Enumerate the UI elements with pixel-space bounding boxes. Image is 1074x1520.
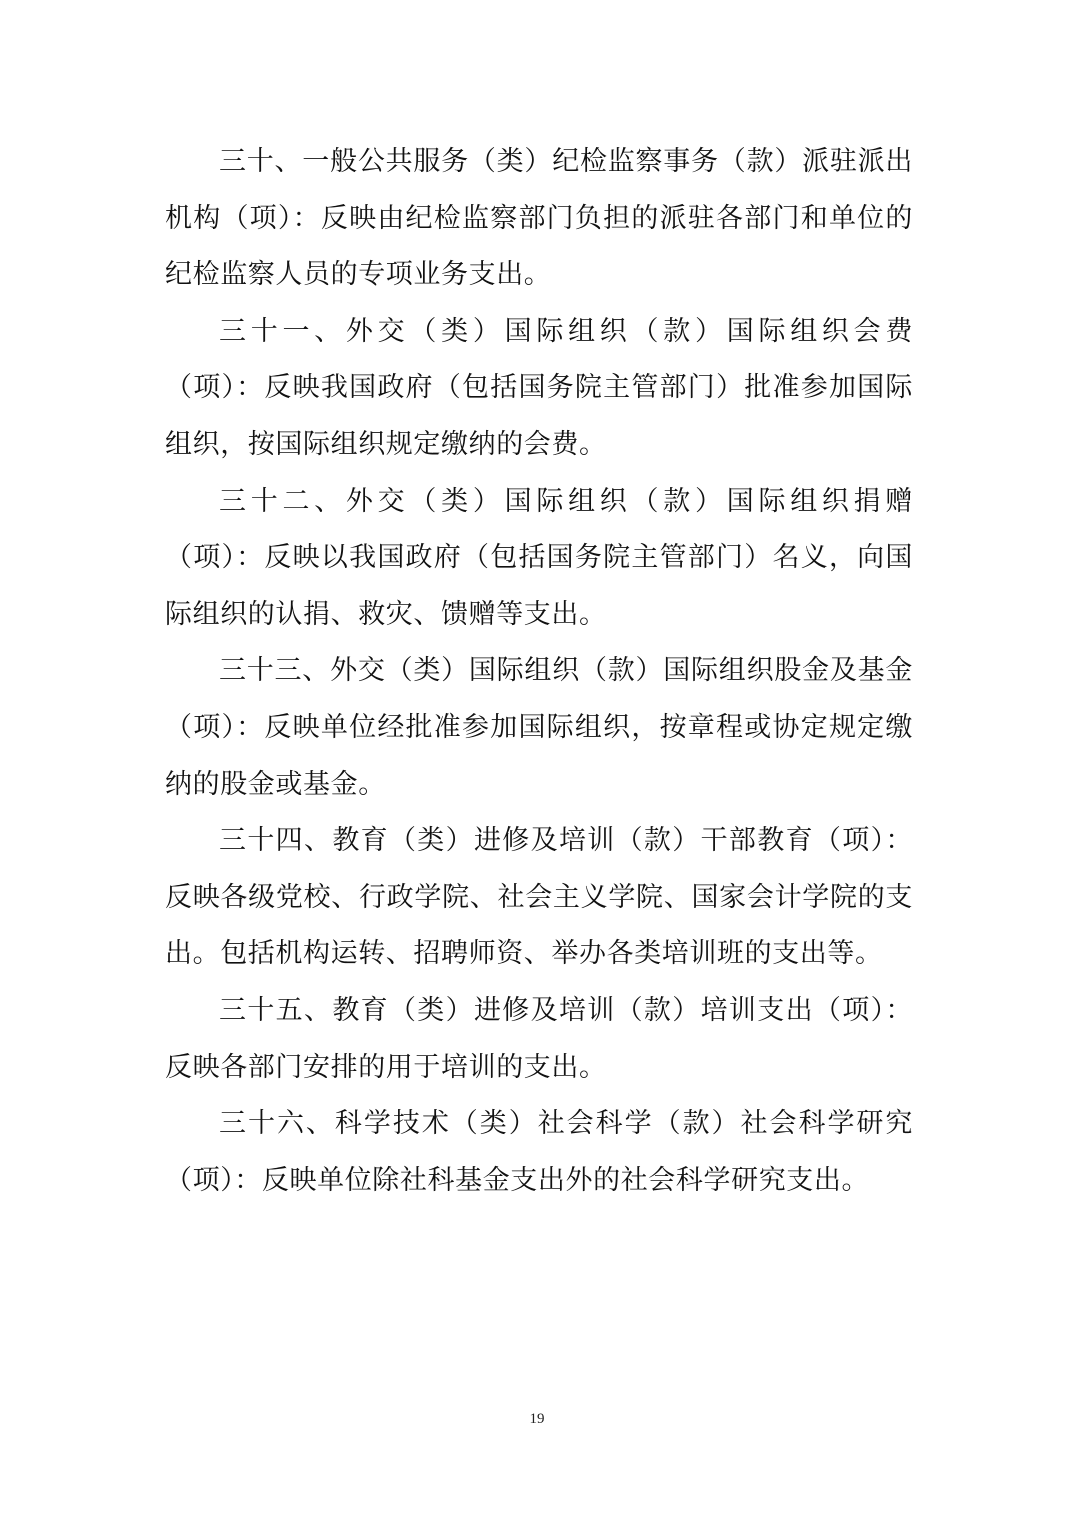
paragraph-item-30: 三十、一般公共服务（类）纪检监察事务（款）派驻派出机构（项）：反映由纪检监察部门负担的派驻各部门和单位的纪检监察人员的专项业务支出。 — [165, 146, 913, 291]
paragraph-item-32: 三十二、外交（类）国际组织（款）国际组织捐赠（项）：反映以我国政府（包括国务院主管部门）名义，向国际组织的认捐、救灾、馈赠等支出。 — [165, 485, 913, 630]
paragraph-item-33: 三十三、外交（类）国际组织（款）国际组织股金及基金（项）：反映单位经批准参加国际组织，按章程或协定规定缴纳的股金或基金。 — [165, 655, 913, 800]
paragraph-item-34: 三十四、教育（类）进修及培训（款）干部教育（项）：反映各级党校、行政学院、社会主义学院、国家会计学院的支出。包括机构运转、招聘师资、举办各类培训班的支出等。 — [165, 825, 913, 970]
page-number: 19 — [529, 1411, 545, 1427]
paragraph-item-36: 三十六、科学技术（类）社会科学（款）社会科学研究（项）：反映单位除社科基金支出外的社会科学研究支出。 — [165, 1108, 913, 1196]
paragraph-item-35: 三十五、教育（类）进修及培训（款）培训支出（项）：反映各部门安排的用于培训的支出。 — [165, 994, 913, 1083]
paragraph-item-31: 三十一、外交（类）国际组织（款）国际组织会费（项）：反映我国政府（包括国务院主管部门）批准参加国际组织，按国际组织规定缴纳的会费。 — [165, 315, 913, 460]
document-body — [165, 134, 913, 1209]
